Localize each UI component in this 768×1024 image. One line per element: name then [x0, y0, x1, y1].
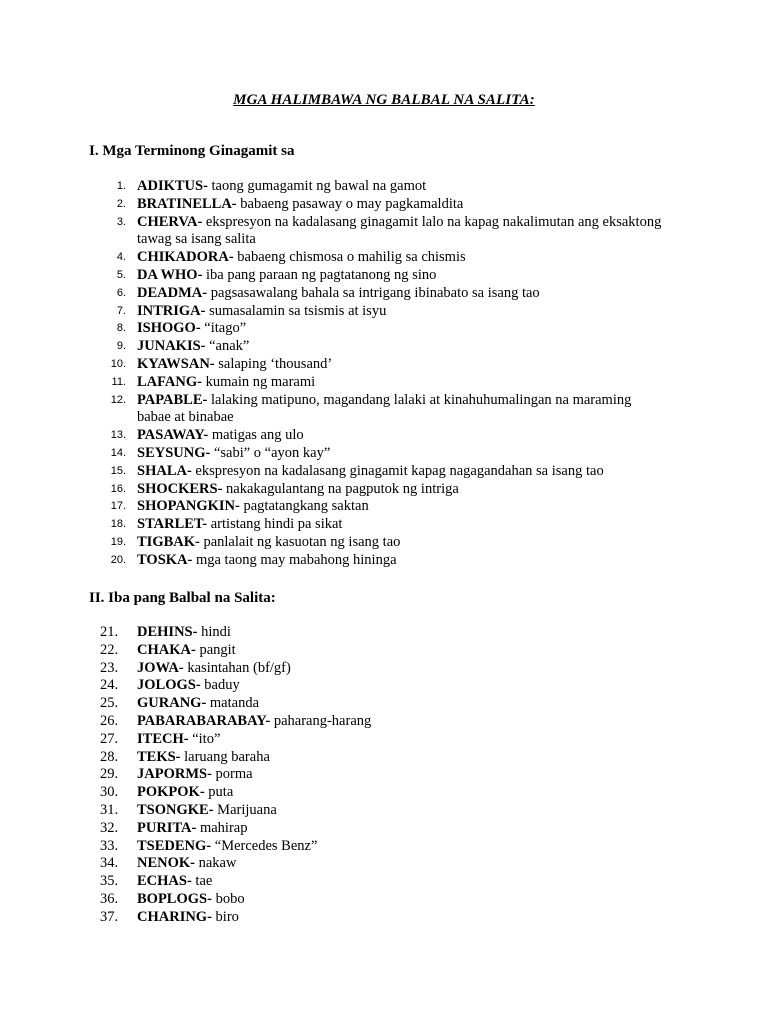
list-item: [0, 677, 768, 695]
list-item-number: 13.: [110, 429, 126, 442]
list-item-number: 25.: [100, 695, 119, 712]
list-item: [0, 214, 768, 250]
list-item-number: 34.: [100, 855, 119, 872]
list-item-number: 2.: [116, 197, 126, 210]
slang-term: NENOK-: [137, 855, 195, 872]
list-item-text: [137, 766, 668, 784]
list-item-text: [137, 196, 668, 214]
list-item-text: [137, 516, 668, 534]
slang-term: ISHOGO-: [137, 320, 201, 337]
slang-term: INTRIGA-: [137, 302, 206, 319]
list-item-number: 24.: [100, 677, 119, 694]
term-definition: tae: [191, 873, 213, 890]
list-item: [0, 445, 768, 463]
section-1-heading: [89, 143, 294, 160]
list-item: [0, 481, 768, 499]
slang-term: JUNAKIS-: [137, 338, 206, 355]
term-definition: artistang hindi pa sikat: [207, 516, 343, 533]
term-definition: lalaking matipuno, magandang lalaki at kinahuhumalingan na maraming babae at binabae: [137, 391, 632, 426]
list-item-text: [137, 534, 668, 552]
list-item-number: 28.: [100, 748, 119, 765]
list-item-text: [137, 624, 668, 642]
term-definition: nakakagulantang na pagputok ng intriga: [222, 480, 459, 497]
list-item-text: [137, 463, 668, 481]
slang-term: JOWA-: [137, 659, 184, 676]
list-item-number: 16.: [110, 482, 126, 495]
list-item-number: 36.: [100, 890, 119, 907]
slang-term: PURITA-: [137, 819, 197, 836]
list-item-text: [137, 249, 668, 267]
slang-term: STARLET-: [137, 516, 208, 533]
term-definition: mga taong may mabahong hininga: [192, 551, 397, 568]
term-definition: pangit: [195, 641, 236, 658]
list-item-number: 9.: [116, 340, 126, 353]
slang-term: ECHAS-: [137, 873, 192, 890]
term-definition: ekspresyon na kadalasang ginagamit kapag nagagandahan sa isang tao: [191, 462, 604, 479]
list-item: [0, 855, 768, 873]
slang-term: TSONGKE-: [137, 801, 214, 818]
slang-term: TIGBAK-: [137, 533, 200, 550]
list-item: [0, 909, 768, 927]
list-item-number: 22.: [100, 641, 119, 658]
list-item-text: [137, 660, 668, 678]
term-definition: matanda: [206, 695, 260, 712]
slang-term: PABARABARABAY-: [137, 712, 271, 729]
term-definition: kumain ng marami: [201, 373, 316, 390]
list-item-number: 37.: [100, 908, 119, 925]
section-1-heading-text: . Mga Terminong Ginagamit sa: [94, 143, 295, 159]
term-definition: panlalait ng kasuotan ng isang tao: [199, 533, 401, 550]
list-item-text: [137, 178, 668, 196]
term-definition: Marijuana: [213, 801, 277, 818]
list-item: [0, 534, 768, 552]
list-item-number: 33.: [100, 837, 119, 854]
list-item-number: 1.: [116, 180, 126, 192]
list-item-number: 21.: [100, 624, 119, 640]
list-item-number: 3.: [116, 215, 126, 228]
list-item-text: [137, 642, 668, 660]
list-item: [0, 713, 768, 731]
list-item-number: 10.: [110, 357, 126, 370]
list-item: [0, 338, 768, 356]
slang-term: DEADMA-: [137, 284, 208, 301]
list-item-text: [137, 820, 668, 838]
slang-term: SHOCKERS-: [137, 480, 223, 497]
term-definition: biro: [211, 908, 239, 925]
slang-term: SHOPANGKIN-: [137, 498, 240, 515]
list-item-number: 5.: [116, 268, 126, 281]
list-item: [0, 784, 768, 802]
document-title: MGA HALIMBAWA NG BALBAL NA SALITA:: [233, 92, 535, 108]
slang-term: TOSKA-: [137, 551, 193, 568]
list-item-number: 23.: [100, 659, 119, 676]
list-item-number: 17.: [110, 500, 126, 513]
term-definition: “anak”: [205, 338, 250, 355]
slang-term: JAPORMS-: [137, 766, 212, 783]
list-item-text: [137, 498, 668, 516]
term-definition: ekspresyon na kadalasang ginagamit lalo na kapag nakalimutan ang eksaktong tawag sa isang salita: [137, 213, 662, 248]
list-item: [0, 303, 768, 321]
list-item-text: [137, 285, 668, 303]
term-definition: paharang-harang: [270, 712, 372, 729]
slang-term: ADIKTUS-: [137, 178, 208, 194]
section-1-list: [0, 178, 768, 570]
list-item-number: 19.: [110, 535, 126, 548]
list-item: [0, 196, 768, 214]
list-item-text: [137, 749, 668, 767]
list-item-text: [137, 320, 668, 338]
term-definition: salaping ‘thousand’: [214, 355, 333, 372]
list-item: [0, 660, 768, 678]
list-item-text: [137, 427, 668, 445]
section-2-list: [0, 624, 768, 927]
list-item-number: 6.: [116, 286, 126, 299]
term-definition: babaeng pasaway o may pagkamaldita: [236, 195, 464, 212]
list-item-text: [137, 356, 668, 374]
list-item: [0, 642, 768, 660]
list-item-number: 7.: [116, 304, 126, 317]
list-item-text: [137, 481, 668, 499]
slang-term: SHALA-: [137, 462, 192, 479]
list-item-text: [137, 838, 668, 856]
list-item-text: [137, 552, 668, 570]
slang-term: TEKS-: [137, 748, 181, 765]
slang-term: BRATINELLA-: [137, 195, 237, 212]
list-item-text: [137, 392, 668, 428]
list-item: [0, 873, 768, 891]
list-item: [0, 249, 768, 267]
slang-term: DEHINS-: [137, 624, 198, 640]
term-definition: taong gumagamit ng bawal na gamot: [207, 178, 427, 194]
list-item-text: [137, 731, 668, 749]
list-item: [0, 891, 768, 909]
list-item-text: [137, 374, 668, 392]
list-item: [0, 552, 768, 570]
list-item-number: 27.: [100, 730, 119, 747]
term-definition: “sabi” o “ayon kay”: [210, 444, 331, 461]
slang-term: GURANG-: [137, 695, 207, 712]
term-definition: babaeng chismosa o mahilig sa chismis: [233, 249, 466, 266]
slang-term: TSEDENG-: [137, 837, 212, 854]
section-2-heading: II. Iba pang Balbal na Salita:: [89, 590, 276, 606]
slang-term: CHARING-: [137, 908, 212, 925]
list-item: [0, 267, 768, 285]
section-1-roman: I: [89, 143, 95, 159]
slang-term: SEYSUNG-: [137, 444, 211, 461]
list-item-number: 18.: [110, 518, 126, 531]
term-definition: pagtatangkang saktan: [239, 498, 369, 515]
list-item-text: [137, 267, 668, 285]
list-item-text: [137, 891, 668, 909]
term-definition: mahirap: [196, 819, 248, 836]
term-definition: bobo: [211, 890, 245, 907]
list-item-text: [137, 909, 668, 927]
list-item: [0, 356, 768, 374]
slang-term: CHIKADORA-: [137, 249, 234, 266]
list-item: [0, 731, 768, 749]
term-definition: nakaw: [195, 855, 237, 872]
list-item-number: 4.: [116, 251, 126, 264]
list-item: [0, 392, 768, 428]
list-item-number: 30.: [100, 784, 119, 801]
list-item-number: 35.: [100, 873, 119, 890]
term-definition: sumasalamin sa tsismis at isyu: [205, 302, 387, 319]
list-item: [0, 624, 768, 642]
list-item-number: 32.: [100, 819, 119, 836]
list-item: [0, 463, 768, 481]
list-item: [0, 820, 768, 838]
list-item: [0, 374, 768, 392]
list-item: [0, 498, 768, 516]
term-definition: hindi: [197, 624, 231, 640]
list-item-text: [137, 802, 668, 820]
list-item-number: 31.: [100, 801, 119, 818]
slang-term: BOPLOGS-: [137, 890, 212, 907]
list-item: [0, 285, 768, 303]
term-definition: “itago”: [200, 320, 247, 337]
list-item-text: [137, 214, 668, 250]
term-definition: “Mercedes Benz”: [211, 837, 318, 854]
list-item-number: 20.: [110, 553, 126, 566]
list-item: [0, 749, 768, 767]
list-item-number: 14.: [110, 446, 126, 459]
term-definition: kasintahan (bf/gf): [183, 659, 291, 676]
list-item-text: [137, 338, 668, 356]
list-item-number: 26.: [100, 712, 119, 729]
list-item-text: [137, 855, 668, 873]
list-item-number: 15.: [110, 464, 126, 477]
term-definition: pagsasawalang bahala sa intrigang ibinabato sa isang tao: [207, 284, 540, 301]
list-item-text: [137, 695, 668, 713]
list-item-text: [137, 873, 668, 891]
slang-term: PASAWAY-: [137, 427, 209, 444]
term-definition: “ito”: [188, 730, 221, 747]
list-item: [0, 695, 768, 713]
slang-term: DA WHO-: [137, 266, 203, 283]
list-item-number: 8.: [116, 322, 126, 335]
slang-term: JOLOGS-: [137, 677, 201, 694]
list-item-text: [137, 677, 668, 695]
list-item-text: [137, 784, 668, 802]
list-item: [0, 516, 768, 534]
list-item-text: [137, 713, 668, 731]
slang-term: ITECH-: [137, 730, 189, 747]
list-item-text: [137, 303, 668, 321]
list-item: [0, 766, 768, 784]
list-item: [0, 178, 768, 196]
list-item-number: 11.: [111, 375, 126, 388]
list-item: [0, 802, 768, 820]
term-definition: matigas ang ulo: [208, 427, 304, 444]
term-definition: laruang baraha: [180, 748, 270, 765]
slang-term: LAFANG-: [137, 373, 202, 390]
term-definition: porma: [211, 766, 253, 783]
list-item-number: 29.: [100, 766, 119, 783]
slang-term: POKPOK-: [137, 784, 205, 801]
list-item: [0, 320, 768, 338]
list-item-text: [137, 445, 668, 463]
term-definition: iba pang paraan ng pagtatanong ng sino: [202, 266, 437, 283]
term-definition: puta: [204, 784, 234, 801]
list-item: [0, 427, 768, 445]
slang-term: PAPABLE-: [137, 391, 208, 408]
list-item: [0, 838, 768, 856]
slang-term: KYAWSAN-: [137, 355, 215, 372]
slang-term: CHAKA-: [137, 641, 196, 658]
slang-term: CHERVA-: [137, 213, 203, 230]
list-item-number: 12.: [110, 393, 126, 406]
term-definition: baduy: [200, 677, 240, 694]
